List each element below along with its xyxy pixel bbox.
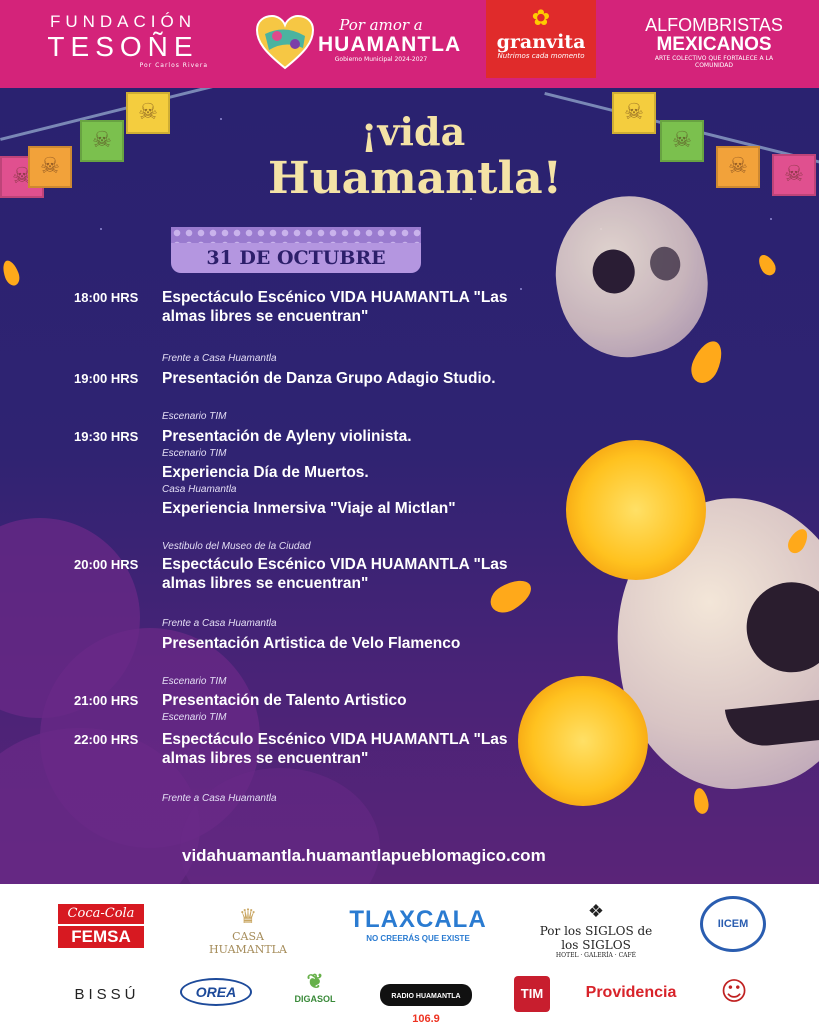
event-venue: Frente a Casa Huamantla xyxy=(162,793,277,804)
event-venue: Escenario TIM xyxy=(162,411,227,422)
event-poster xyxy=(0,88,819,884)
event-title-text: Presentación de Ayleny violinista. xyxy=(162,428,412,445)
orea-logo: OREA xyxy=(180,978,252,1006)
coca-cola-femsa-logo: Coca-Cola FEMSA xyxy=(58,904,144,948)
por-amor-a-huamantla-logo: Por amor a HUAMANTLA Gobierno Municipal 2024-2027 xyxy=(318,16,462,63)
date-label: 31 DE OCTUBRE xyxy=(171,243,421,273)
event-title-text: Presentación Artistica de Velo Flamenco xyxy=(162,635,461,652)
alfombristas-mexicanos-logo: ALFOMBRISTAS MEXICANOS ARTE COLECTIVO QUE FORTALECE A LA COMUNIDAD xyxy=(645,15,783,69)
bissu-logo: BISSÚ xyxy=(74,986,140,1003)
marigold-petal xyxy=(686,337,728,388)
casa-huamantla-logo: ♛ CASA HUAMANTLA xyxy=(196,902,300,956)
star-dot xyxy=(100,228,102,230)
bottom-sponsor-bar xyxy=(0,884,819,1024)
papel-picado-flag xyxy=(28,146,72,188)
sugar-skull-upper xyxy=(541,182,721,370)
marigold-flower xyxy=(566,440,706,580)
fundacion-tesone-logo: FUNDACIÓN TESOÑE Por Carlos Rivera xyxy=(47,12,208,69)
papel-picado-flag xyxy=(126,92,170,134)
marigold-petal xyxy=(755,252,778,278)
papel-picado-flag xyxy=(80,120,124,162)
marigold-petal xyxy=(0,258,22,287)
iicem-logo: IICEM xyxy=(700,896,766,952)
event-title-text: Experiencia Inmersiva "Viaje al Mictlan" xyxy=(162,500,456,517)
papel-picado-flag xyxy=(772,154,816,196)
tim-logo: TIM xyxy=(514,976,550,1012)
event-title-text: Espectáculo Escénico VIDA HUAMANTLA "Las almas libres se encuentran" xyxy=(162,556,508,592)
event-venue: Escenario TIM xyxy=(162,676,227,687)
event-title-text: Espectáculo Escénico VIDA HUAMANTLA "Las almas libres se encuentran" xyxy=(162,289,508,325)
event-time: 22:00 HRS xyxy=(74,732,139,747)
skull-eye xyxy=(589,246,639,298)
top-sponsor-bar xyxy=(0,0,819,88)
skull-eye xyxy=(742,578,819,677)
marigold-flower xyxy=(518,676,648,806)
skull-mouth xyxy=(725,696,819,749)
event-venue: Vestibulo del Museo de la Ciudad xyxy=(162,541,311,552)
marigold-petal xyxy=(692,787,710,815)
digasol-logo: ❦ DIGASOL xyxy=(288,970,342,1004)
event-time: 20:00 HRS xyxy=(74,557,139,572)
event-website-link[interactable]: vidahuamantla.huamantlapueblomagico.com xyxy=(182,846,546,865)
crown-icon: ♛ xyxy=(239,904,257,928)
radio-huamantla-logo: RADIO HUAMANTLA 106.9 xyxy=(380,984,472,1006)
skull-eye xyxy=(647,244,683,283)
siglos-emblem-icon: ❖ xyxy=(587,901,605,922)
providencia-logo: Providencia xyxy=(585,984,677,1001)
event-title-text: Experiencia Día de Muertos. xyxy=(162,464,369,481)
event-time: 21:00 HRS xyxy=(74,693,139,708)
date-banner xyxy=(171,227,421,275)
granvita-flower-icon: ✿ xyxy=(531,6,551,31)
event-title-text: Presentación de Danza Grupo Adagio Studio. xyxy=(162,370,496,387)
event-time: 18:00 HRS xyxy=(74,290,139,305)
chef-mascot-icon: ☺ xyxy=(720,977,748,1007)
event-venue: Frente a Casa Huamantla xyxy=(162,353,277,364)
event-venue: Escenario TIM xyxy=(162,712,227,723)
tlaxcala-logo: TLAXCALA NO CREERÁS QUE EXISTE xyxy=(349,906,487,943)
leaf-icon: ❦ xyxy=(306,971,324,993)
papel-picado-flag xyxy=(612,92,656,134)
star-dot xyxy=(220,118,222,120)
event-venue: Escenario TIM xyxy=(162,448,227,459)
event-venue: Casa Huamantla xyxy=(162,484,237,495)
star-dot xyxy=(520,288,522,290)
por-los-siglos-logo: ❖ Por los SIGLOS de los SIGLOS HOTEL · GALERÍA · CAFÉ xyxy=(539,901,653,959)
huamantla-heart-icon xyxy=(255,14,315,70)
event-title: ¡vida Huamantla! xyxy=(268,109,562,204)
event-time: 19:00 HRS xyxy=(74,371,139,386)
event-title-text: Presentación de Talento Artistico xyxy=(162,692,407,709)
event-time: 19:30 HRS xyxy=(74,429,139,444)
papel-picado-flag xyxy=(716,146,760,188)
granvita-logo: ✿ granvita Nutrimos cada momento xyxy=(486,0,596,78)
star-dot xyxy=(770,218,772,220)
papel-picado-flag xyxy=(660,120,704,162)
event-venue: Frente a Casa Huamantla xyxy=(162,618,277,629)
event-title-text: Espectáculo Escénico VIDA HUAMANTLA "Las almas libres se encuentran" xyxy=(162,731,508,767)
